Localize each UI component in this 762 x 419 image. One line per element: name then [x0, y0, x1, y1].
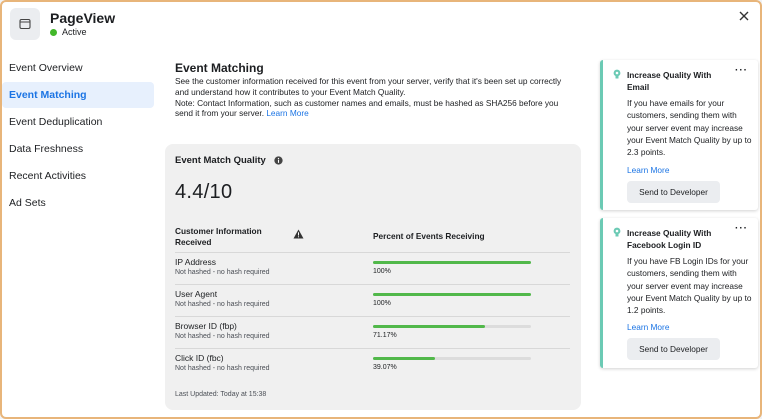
column-header-percent: Percent of Events Receiving [373, 231, 485, 241]
close-icon [739, 11, 749, 21]
sidebar-item-event-overview[interactable]: Event Overview [9, 62, 83, 74]
tip-card-email [600, 60, 758, 210]
tip-title: Increase Quality With Facebook Login ID [627, 228, 712, 250]
progress-bar [373, 325, 531, 328]
sidebar-item-data-freshness[interactable]: Data Freshness [9, 143, 84, 155]
sidebar-nav [2, 55, 154, 217]
send-to-developer-button[interactable]: Send to Developer [627, 338, 720, 360]
row-name: IP Address [175, 257, 216, 267]
progress-bar [373, 261, 531, 264]
lightbulb-icon [613, 69, 621, 80]
emq-header [175, 155, 283, 166]
more-options-icon[interactable]: ··· [735, 65, 748, 76]
row-hash-status: Not hashed - no hash required [175, 333, 270, 340]
tip-body: If you have FB Login IDs for your customers, sending them with your server event may increase your Event Match Quality by up to 1.2 points. [627, 256, 752, 316]
section-title: Event Matching [175, 61, 264, 75]
table-row [175, 284, 570, 316]
row-hash-status: Not hashed - no hash required [175, 269, 270, 276]
row-hash-status: Not hashed - no hash required [175, 301, 270, 308]
row-percent: 100% [373, 300, 391, 307]
emq-title: Event Match Quality [175, 155, 266, 166]
status-indicator [50, 27, 87, 37]
emq-score: 4.4/10 [175, 181, 233, 203]
column-header-info: Customer Information Received [175, 226, 262, 247]
sidebar-item-recent-activities[interactable]: Recent Activities [9, 170, 87, 182]
event-title: PageView [50, 10, 116, 26]
status-dot-icon [50, 29, 57, 36]
table-row [175, 252, 570, 284]
progress-fill [373, 325, 485, 328]
event-match-quality-card [165, 144, 581, 410]
tip-body: If you have emails for your customers, sending them with your server event may increase your Event Match Quality by up to 2.3 points. [627, 98, 752, 158]
row-percent: 39.07% [373, 364, 397, 371]
window-icon [10, 8, 40, 40]
progress-fill [373, 261, 531, 264]
row-name: User Agent [175, 289, 218, 299]
row-name: Browser ID (fbp) [175, 321, 237, 331]
tip-card-facebook-login [600, 218, 758, 368]
progress-bar [373, 293, 531, 296]
description-text: See the customer information received for this event from your server, verify that it's been set up correctly and understand how it contributes to your Event Match Quality. [175, 76, 562, 97]
progress-fill [373, 293, 531, 296]
warning-icon [293, 229, 304, 239]
hashing-note: Note: Contact Information, such as customer names and emails, must be hashed as SHA256 before you send it from your server. [175, 97, 559, 119]
tip-title: Increase Quality With Email [627, 70, 712, 92]
progress-fill [373, 357, 435, 360]
sidebar-item-ad-sets[interactable]: Ad Sets [9, 197, 46, 209]
status-label: Active [62, 27, 87, 37]
learn-more-link[interactable]: Learn More [266, 108, 309, 119]
row-name: Click ID (fbc) [175, 353, 224, 363]
info-icon[interactable] [274, 156, 283, 165]
table-row [175, 348, 570, 380]
sidebar-item-event-deduplication[interactable]: Event Deduplication [9, 116, 103, 128]
row-percent: 71.17% [373, 332, 397, 339]
tip-learn-more-link[interactable]: Learn More [627, 165, 670, 175]
last-updated: Last Updated: Today at 15:38 [175, 391, 267, 398]
lightbulb-icon [613, 227, 621, 238]
sidebar-item-event-matching[interactable]: Event Matching [2, 82, 154, 108]
row-percent: 100% [373, 268, 391, 275]
more-options-icon[interactable]: ··· [735, 223, 748, 234]
tip-learn-more-link[interactable]: Learn More [627, 322, 670, 332]
progress-bar [373, 357, 531, 360]
send-to-developer-button[interactable]: Send to Developer [627, 181, 720, 203]
table-row [175, 316, 570, 348]
row-hash-status: Not hashed - no hash required [175, 365, 270, 372]
close-button[interactable] [736, 8, 752, 24]
section-description [175, 76, 570, 119]
